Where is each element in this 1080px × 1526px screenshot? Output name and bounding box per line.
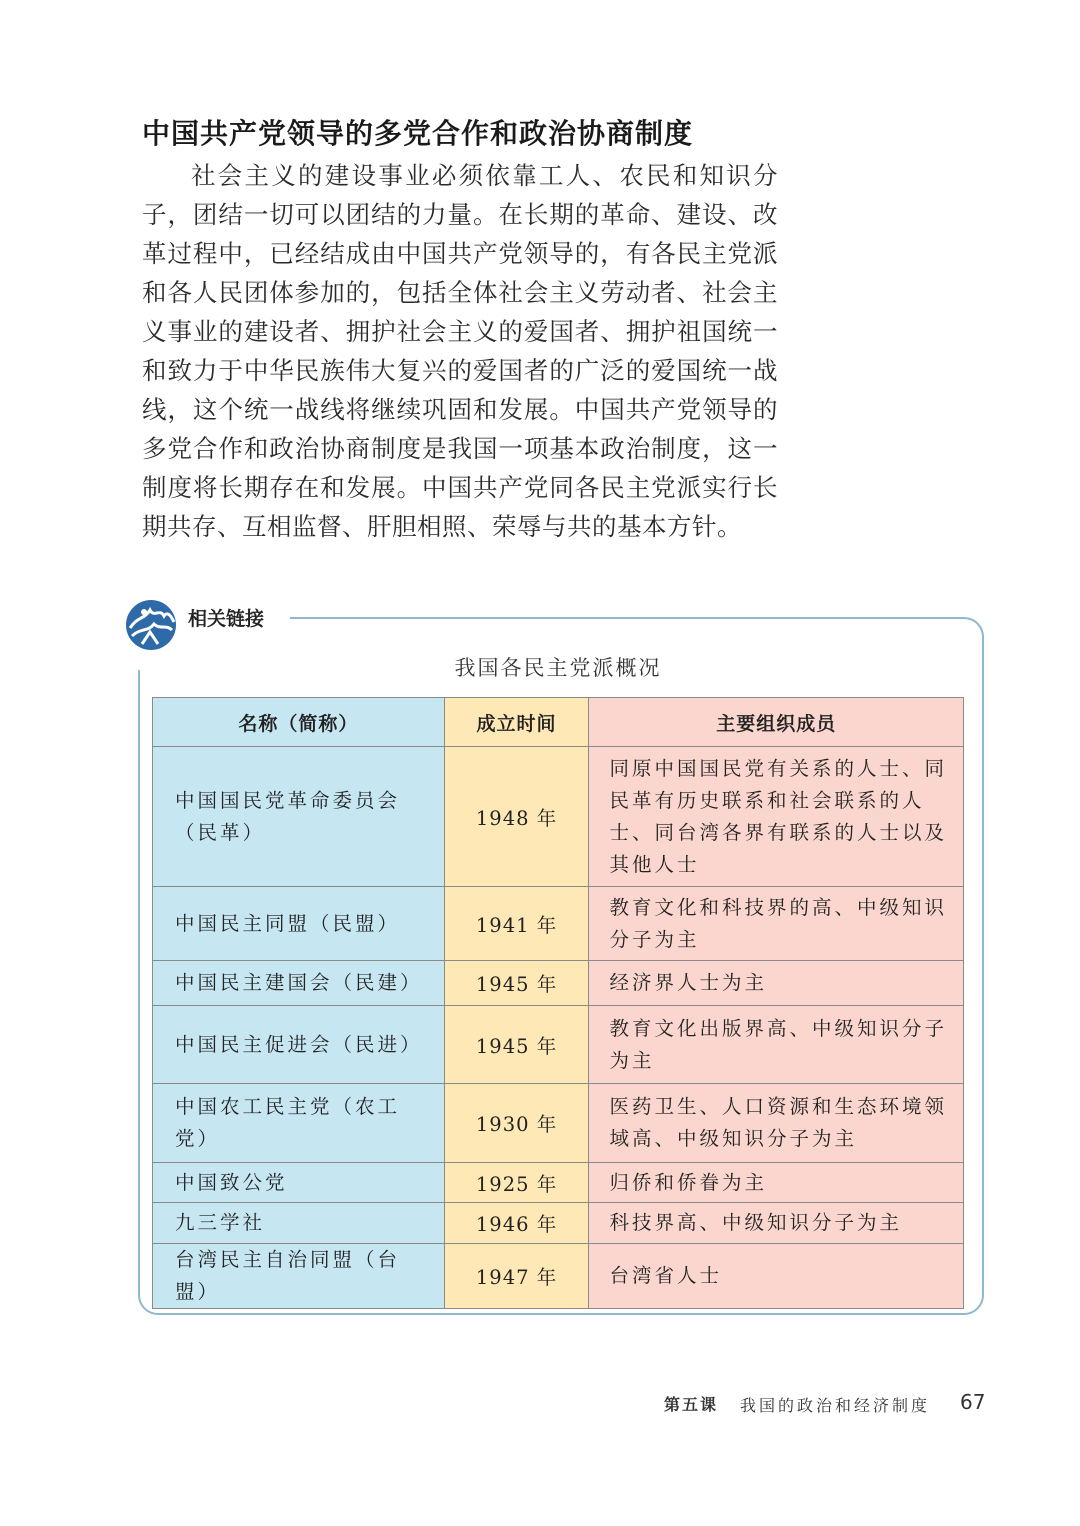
party-members: 经济界人士为主 xyxy=(589,961,964,1006)
founding-year: 1947 年 xyxy=(444,1244,589,1309)
party-name: 中国民主建国会（民建） xyxy=(153,961,445,1006)
body-paragraph: 社会主义的建设事业必须依靠工人、农民和知识分子，团结一切可以团结的力量。在长期的革命、建设、改革过程中，已经结成由中国共产党领导的，有各民主党派和各人民团体参加的，包括全体社会主义劳动者、社会主义事业的建设者、拥护社会主义的爱国者、拥护祖国统一和致力于中华民族伟大复兴的爱国者的广泛的爱国统一战线，这个统一战线将继续巩固和发展。中国共产党领导的多党合作和政治协商制度是我国一项基本政治制度，这一制度将长期存在和发展。中国共产党同各民主党派实行长期共存、互相监督、肝胆相照、荣辱与共的基本方针。 xyxy=(142,161,778,541)
party-name: 中国国民党革命委员会（民革） xyxy=(153,747,445,887)
founding-year: 1930 年 xyxy=(444,1084,589,1163)
founding-year: 1945 年 xyxy=(444,961,589,1006)
footer-title: 我国的政治和经济制度 xyxy=(740,1396,931,1415)
page-number: 67 xyxy=(960,1390,986,1414)
party-name: 中国致公党 xyxy=(153,1163,445,1203)
founding-year: 1946 年 xyxy=(444,1203,589,1244)
header-name: 名称（简称） xyxy=(153,698,445,747)
founding-year: 1948 年 xyxy=(444,747,589,887)
table-title: 我国各民主党派概况 xyxy=(454,656,662,680)
party-members: 归侨和侨眷为主 xyxy=(589,1163,964,1203)
table-row xyxy=(153,1006,964,1084)
party-members: 医药卫生、人口资源和生态环境领域高、中级知识分子为主 xyxy=(589,1084,964,1163)
table-row xyxy=(153,887,964,961)
header-year: 成立时间 xyxy=(444,698,589,747)
founding-year: 1945 年 xyxy=(444,1006,589,1084)
party-name: 台湾民主自治同盟（台盟） xyxy=(153,1244,445,1309)
party-name: 九三学社 xyxy=(153,1203,445,1244)
party-name: 中国农工民主党（农工党） xyxy=(153,1084,445,1163)
table-header-row xyxy=(153,698,964,747)
table-row xyxy=(153,1203,964,1244)
header-members: 主要组织成员 xyxy=(589,698,964,747)
party-members: 台湾省人士 xyxy=(589,1244,964,1309)
footer-chapter: 第五课 xyxy=(664,1395,719,1414)
party-name: 中国民主同盟（民盟） xyxy=(153,887,445,961)
table-row xyxy=(153,961,964,1006)
parties-table xyxy=(152,697,964,1309)
table-row xyxy=(153,1163,964,1203)
founding-year: 1925 年 xyxy=(444,1163,589,1203)
related-link-logo-icon xyxy=(124,598,178,650)
party-members: 同原中国国民党有关系的人士、同民革有历史联系和社会联系的人士、同台湾各界有联系的人士以及其他人士 xyxy=(589,747,964,887)
party-members: 教育文化和科技界的高、中级知识分子为主 xyxy=(589,887,964,961)
table-row xyxy=(153,747,964,887)
table-row xyxy=(153,1084,964,1163)
related-link-label: 相关链接 xyxy=(188,608,265,630)
section-heading: 中国共产党领导的多党合作和政治协商制度 xyxy=(142,117,694,150)
party-name: 中国民主促进会（民进） xyxy=(153,1006,445,1084)
founding-year: 1941 年 xyxy=(444,887,589,961)
party-members: 科技界高、中级知识分子为主 xyxy=(589,1203,964,1244)
table-row xyxy=(153,1244,964,1309)
party-members: 教育文化出版界高、中级知识分子为主 xyxy=(589,1006,964,1084)
